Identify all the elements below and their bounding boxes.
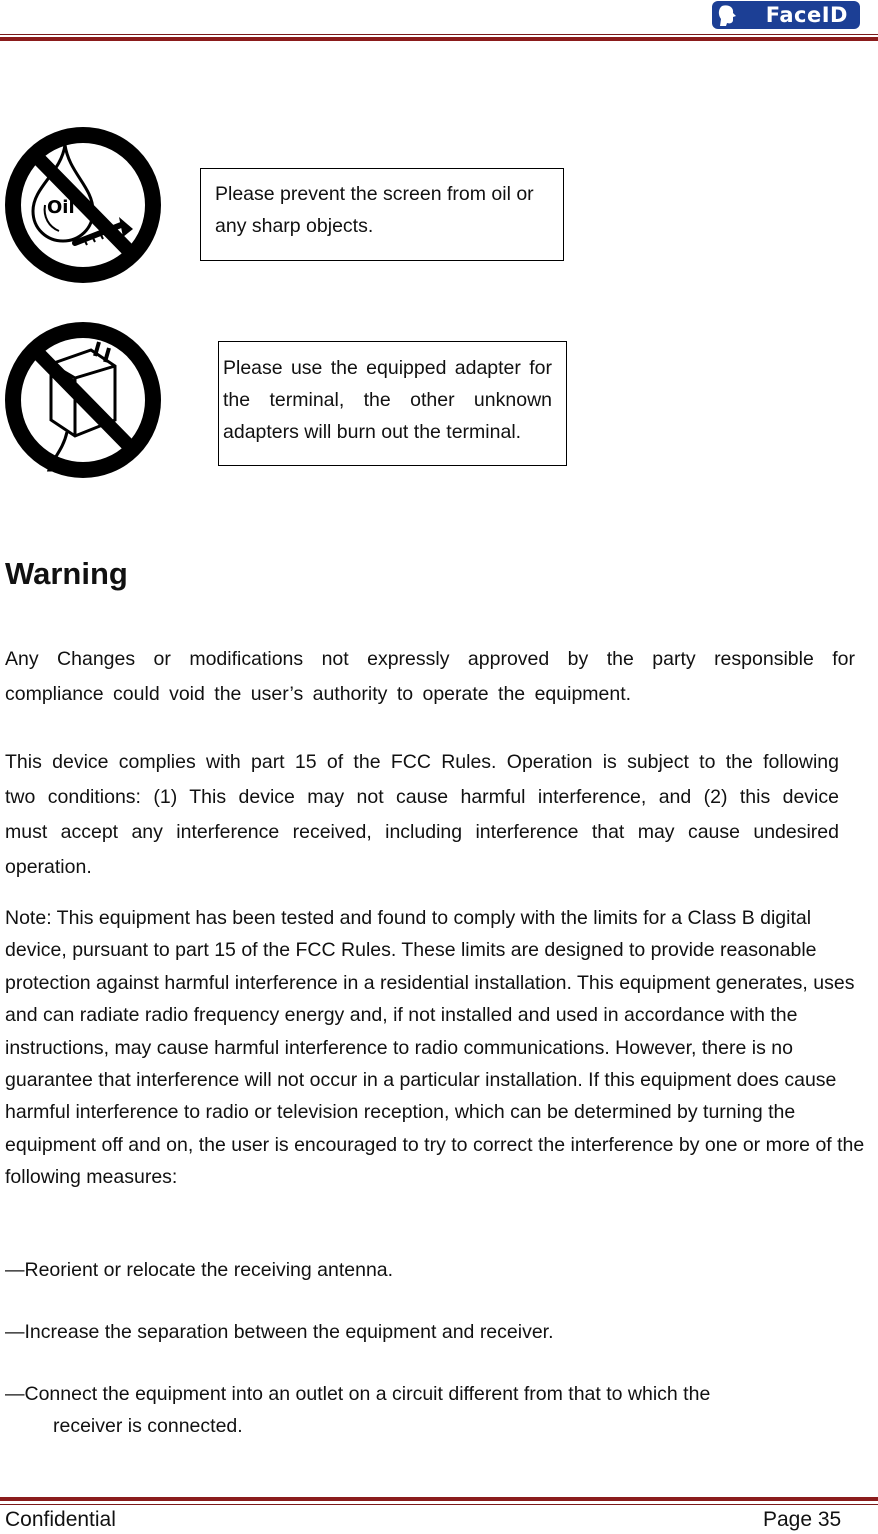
- header-rule-thin: [0, 34, 878, 35]
- oil-label: Oil: [47, 197, 75, 218]
- measure-item-outlet-line2: receiver is connected.: [53, 1415, 243, 1437]
- footer-rule-thick: [0, 1497, 878, 1501]
- fcc-compliance-paragraph: This device complies with part 15 of the FCC Rules. Operation is subject to the following two conditions: (1) This device may not cause harmful interference, and (2) this device must accept any interference received, including interference that may cause undesired operation.: [5, 751, 839, 878]
- face-profile-icon: [718, 4, 742, 26]
- warning-heading: Warning: [5, 556, 128, 591]
- logo-text: FaceID: [765, 3, 848, 27]
- footer-confidential: Confidential: [5, 1508, 116, 1531]
- no-unknown-adapter-icon: [3, 320, 163, 480]
- oil-warning-text: Please prevent the screen from oil or any sharp objects.: [215, 183, 534, 237]
- oil-warning-callout: [200, 168, 564, 261]
- footer-page-number: Page 35: [763, 1508, 842, 1531]
- measure-item-separation: —Increase the separation between the equipment and receiver.: [5, 1321, 554, 1343]
- measure-item-reorient: —Reorient or relocate the receiving antenna.: [5, 1259, 394, 1281]
- fcc-note-paragraph: Note: This equipment has been tested and found to comply with the limits for a Class B digital device, pursuant to part 15 of the FCC Rules. These limits are designed to provide reasonable protection against harmful interference in a residential installation. This equipment generates, uses and can radiate radio frequency energy and, if not installed and used in accordance with the instructions, may cause harmful interference to radio communications. However, there is no guarantee that interference will not occur in a particular installation. If this equipment does cause harmful interference to radio or television reception, which can be determined by turning the equipment off and on, the user is encouraged to try to correct the interference by one or more of the following measures:: [5, 907, 865, 1189]
- measure-item-outlet-line1: —Connect the equipment into an outlet on a circuit different from that to which the: [5, 1383, 711, 1405]
- modification-warning-paragraph: Any Changes or modifications not expressly approved by the party responsible for compliance could void the user’s authority to operate the equipment.: [5, 648, 855, 705]
- adapter-warning-text: Please use the equipped adapter for the terminal, the other unknown adapters will burn out the terminal.: [223, 357, 552, 443]
- footer-rule-thin: [0, 1504, 878, 1505]
- header-rule-thick: [0, 37, 878, 41]
- measure-item-outlet: [5, 1378, 845, 1442]
- faceid-logo: [712, 1, 860, 29]
- no-oil-sharp-objects-icon: [3, 125, 163, 285]
- adapter-warning-callout: [218, 341, 567, 466]
